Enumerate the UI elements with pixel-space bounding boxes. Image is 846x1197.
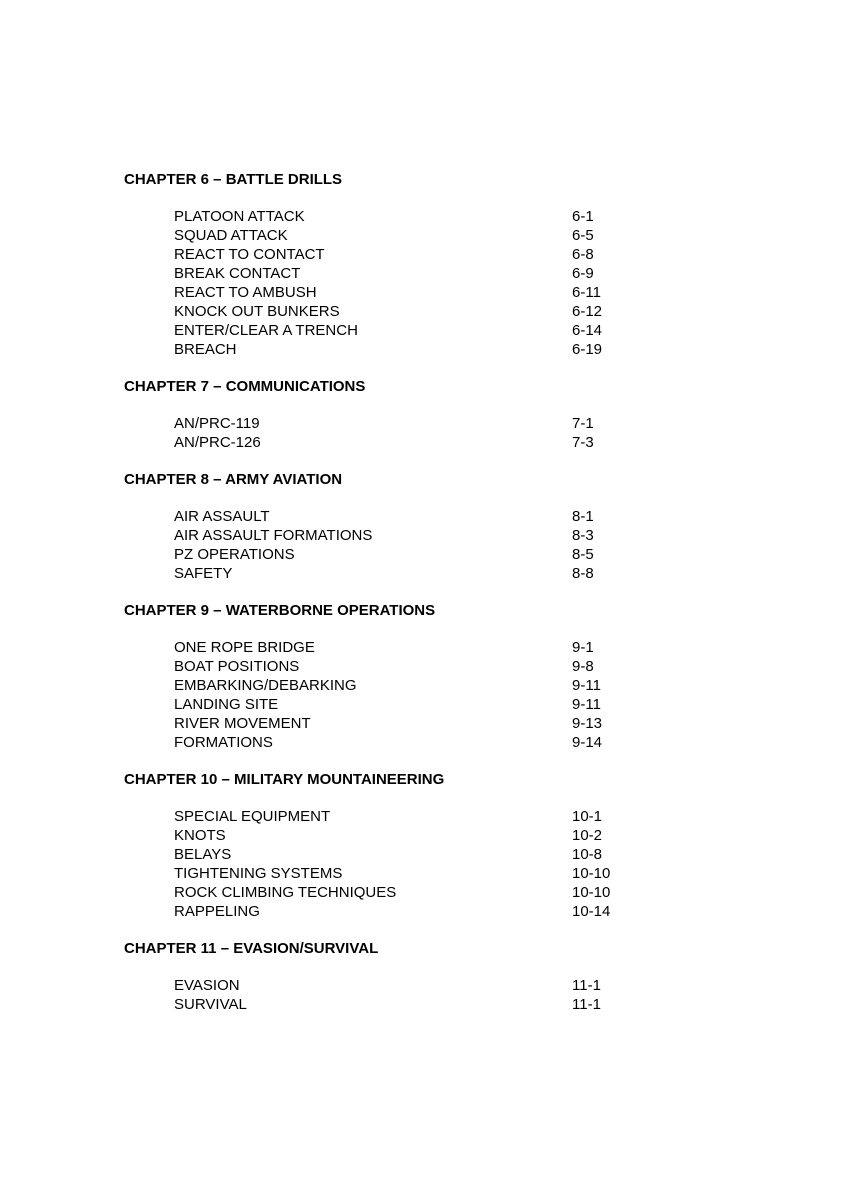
toc-entry xyxy=(124,545,744,564)
entry-page-number: 9-14 xyxy=(572,734,603,751)
table-of-contents xyxy=(124,170,744,1014)
chapter-11-section xyxy=(124,939,744,1014)
chapter-heading: CHAPTER 8 – ARMY AVIATION xyxy=(124,471,343,488)
entry-page-number: 10-10 xyxy=(572,865,611,882)
entry-page-number: 6-19 xyxy=(572,341,603,358)
entry-page-number: 8-1 xyxy=(572,508,594,525)
chapter-heading: CHAPTER 6 – BATTLE DRILLS xyxy=(124,171,343,188)
chapter-6-section xyxy=(124,170,744,359)
toc-entry xyxy=(124,433,744,452)
entry-page-number: 10-1 xyxy=(572,808,603,825)
entry-page-number: 6-8 xyxy=(572,246,594,263)
toc-entry xyxy=(124,845,744,864)
toc-entry xyxy=(124,264,744,283)
entry-title: REACT TO AMBUSH xyxy=(174,284,317,301)
entry-title: ROCK CLIMBING TECHNIQUES xyxy=(174,884,397,901)
toc-entry xyxy=(124,414,744,433)
chapter-heading: CHAPTER 7 – COMMUNICATIONS xyxy=(124,378,366,395)
toc-entry xyxy=(124,826,744,845)
toc-entry xyxy=(124,340,744,359)
entry-page-number: 7-3 xyxy=(572,434,594,451)
chapter-7-section xyxy=(124,377,744,452)
entry-title: SURVIVAL xyxy=(174,996,247,1013)
entry-page-number: 10-10 xyxy=(572,884,611,901)
chapter-heading: CHAPTER 11 – EVASION/SURVIVAL xyxy=(124,940,379,957)
entry-title: BOAT POSITIONS xyxy=(174,658,300,675)
toc-entry xyxy=(124,807,744,826)
entry-page-number: 11-1 xyxy=(572,996,601,1013)
entry-page-number: 7-1 xyxy=(572,415,594,432)
toc-entry xyxy=(124,733,744,752)
toc-entry xyxy=(124,714,744,733)
toc-entry xyxy=(124,976,744,995)
entry-page-number: 11-1 xyxy=(572,977,601,994)
toc-entry xyxy=(124,526,744,545)
chapter-entry-list xyxy=(124,507,744,583)
chapter-heading: CHAPTER 10 – MILITARY MOUNTAINEERING xyxy=(124,771,445,788)
entry-page-number: 8-3 xyxy=(572,527,594,544)
entry-title: SPECIAL EQUIPMENT xyxy=(174,808,331,825)
entry-title: AIR ASSAULT xyxy=(174,508,270,525)
entry-page-number: 8-5 xyxy=(572,546,594,563)
chapter-entry-list xyxy=(124,976,744,1014)
entry-title: TIGHTENING SYSTEMS xyxy=(174,865,343,882)
entry-title: PLATOON ATTACK xyxy=(174,208,305,225)
entry-page-number: 10-2 xyxy=(572,827,603,844)
toc-entry xyxy=(124,321,744,340)
toc-entry xyxy=(124,507,744,526)
entry-title: AN/PRC-119 xyxy=(174,415,260,432)
entry-title: RAPPELING xyxy=(174,903,260,920)
entry-page-number: 6-9 xyxy=(572,265,594,282)
entry-title: LANDING SITE xyxy=(174,696,279,713)
toc-entry xyxy=(124,676,744,695)
toc-entry xyxy=(124,226,744,245)
chapter-entry-list xyxy=(124,207,744,359)
entry-page-number: 10-8 xyxy=(572,846,603,863)
toc-entry xyxy=(124,207,744,226)
entry-title: REACT TO CONTACT xyxy=(174,246,325,263)
toc-entry xyxy=(124,883,744,902)
entry-page-number: 9-13 xyxy=(572,715,603,732)
entry-title: FORMATIONS xyxy=(174,734,273,751)
entry-title: AN/PRC-126 xyxy=(174,434,261,451)
entry-page-number: 9-11 xyxy=(572,677,601,694)
entry-page-number: 6-12 xyxy=(572,303,603,320)
chapter-entry-list xyxy=(124,638,744,752)
entry-title: AIR ASSAULT FORMATIONS xyxy=(174,527,373,544)
toc-entry xyxy=(124,564,744,583)
entry-page-number: 9-11 xyxy=(572,696,601,713)
chapter-9-section xyxy=(124,601,744,752)
entry-title: RIVER MOVEMENT xyxy=(174,715,311,732)
entry-title: SAFETY xyxy=(174,565,233,582)
toc-entry xyxy=(124,638,744,657)
entry-title: BELAYS xyxy=(174,846,232,863)
toc-entry xyxy=(124,995,744,1014)
entry-title: KNOCK OUT BUNKERS xyxy=(174,303,340,320)
entry-title: SQUAD ATTACK xyxy=(174,227,288,244)
entry-page-number: 6-1 xyxy=(572,208,594,225)
toc-entry xyxy=(124,302,744,321)
toc-entry xyxy=(124,864,744,883)
chapter-heading: CHAPTER 9 – WATERBORNE OPERATIONS xyxy=(124,602,436,619)
chapter-entry-list xyxy=(124,807,744,921)
entry-title: ENTER/CLEAR A TRENCH xyxy=(174,322,358,339)
toc-entry xyxy=(124,283,744,302)
entry-title: ONE ROPE BRIDGE xyxy=(174,639,315,656)
toc-entry xyxy=(124,657,744,676)
toc-entry xyxy=(124,245,744,264)
chapter-entry-list xyxy=(124,414,744,452)
entry-page-number: 6-5 xyxy=(572,227,594,244)
entry-page-number: 6-11 xyxy=(572,284,601,301)
entry-title: PZ OPERATIONS xyxy=(174,546,295,563)
entry-title: BREACH xyxy=(174,341,237,358)
entry-page-number: 9-8 xyxy=(572,658,594,675)
entry-title: BREAK CONTACT xyxy=(174,265,301,282)
chapter-10-section xyxy=(124,770,744,921)
entry-page-number: 9-1 xyxy=(572,639,594,656)
entry-title: EVASION xyxy=(174,977,240,994)
entry-title: EMBARKING/DEBARKING xyxy=(174,677,357,694)
chapter-8-section xyxy=(124,470,744,583)
entry-page-number: 10-14 xyxy=(572,903,611,920)
entry-title: KNOTS xyxy=(174,827,226,844)
toc-entry xyxy=(124,695,744,714)
toc-entry xyxy=(124,902,744,921)
entry-page-number: 8-8 xyxy=(572,565,594,582)
entry-page-number: 6-14 xyxy=(572,322,603,339)
